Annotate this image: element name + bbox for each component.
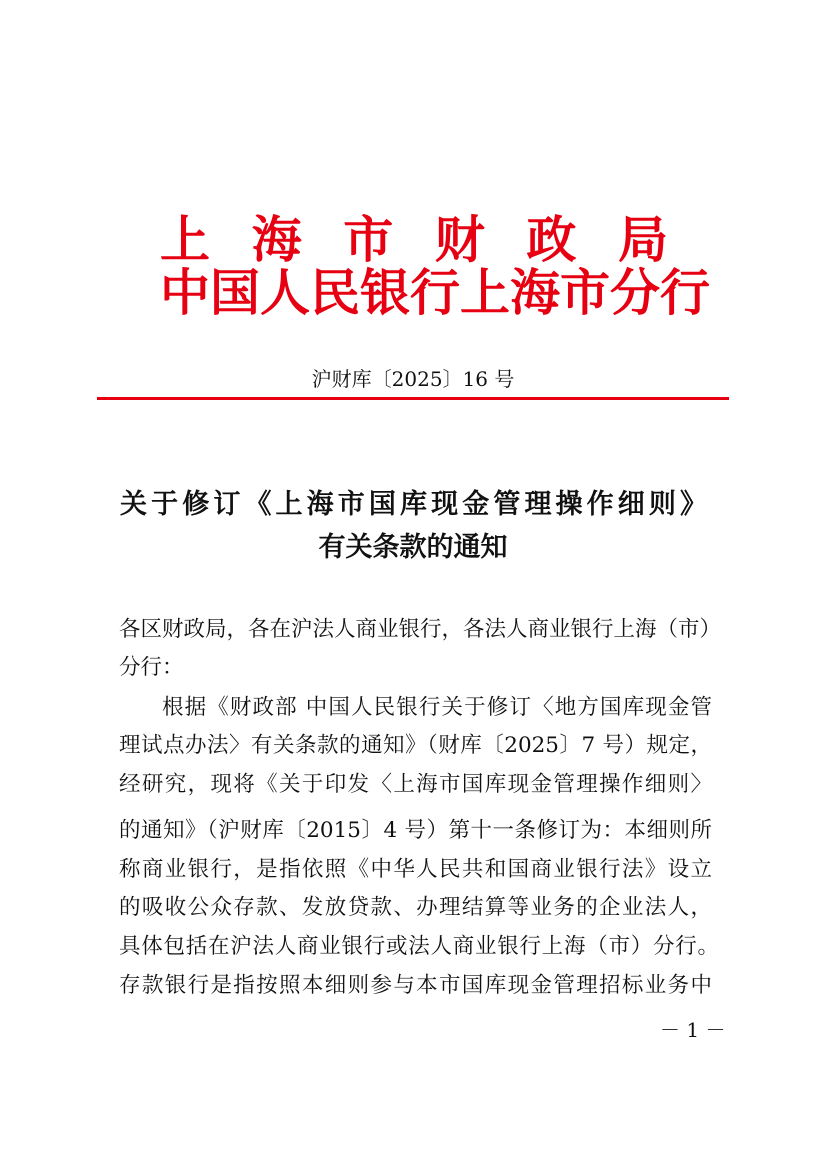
document-number: 沪财库〔2025〕16 号: [311, 367, 515, 391]
body-line: 根据《财政部 中国人民银行关于修订〈地方国库现金管: [162, 695, 712, 720]
title-line-2: 有关条款的通知: [318, 532, 508, 563]
body-line: 的吸收公众存款、发放贷款、办理结算等业务的企业法人，: [119, 895, 712, 920]
body-line: 经研究，现将《关于印发〈上海市国库现金管理操作细则〉: [119, 772, 712, 797]
body-line: 存款银行是指按照本细则参与本市国库现金管理招标业务中: [119, 973, 712, 998]
page-number: － 1 －: [660, 1018, 726, 1042]
issuer-line-2: 中国人民银行上海市分行: [160, 263, 710, 322]
body-line: 理试点办法〉有关条款的通知》（财库〔2025〕7 号）规定，: [119, 733, 712, 758]
body-line: 称商业银行，是指依照《中华人民共和国商业银行法》设立: [119, 857, 712, 882]
issuer-line-1: 上海市财政局: [160, 210, 668, 269]
body-line: 的通知》（沪财库〔2015〕4 号）第十一条修订为：本细则所: [119, 818, 712, 843]
body-line: 具体包括在沪法人商业银行或法人商业银行上海（市）分行。: [119, 934, 719, 959]
red-divider: [97, 397, 729, 400]
body-line: 分行：: [119, 655, 184, 680]
title-line-1: 关于修订《上海市国库现金管理操作细则》: [120, 489, 707, 520]
body-line: 各区财政局，各在沪法人商业银行，各法人商业银行上海（市）: [119, 617, 722, 642]
